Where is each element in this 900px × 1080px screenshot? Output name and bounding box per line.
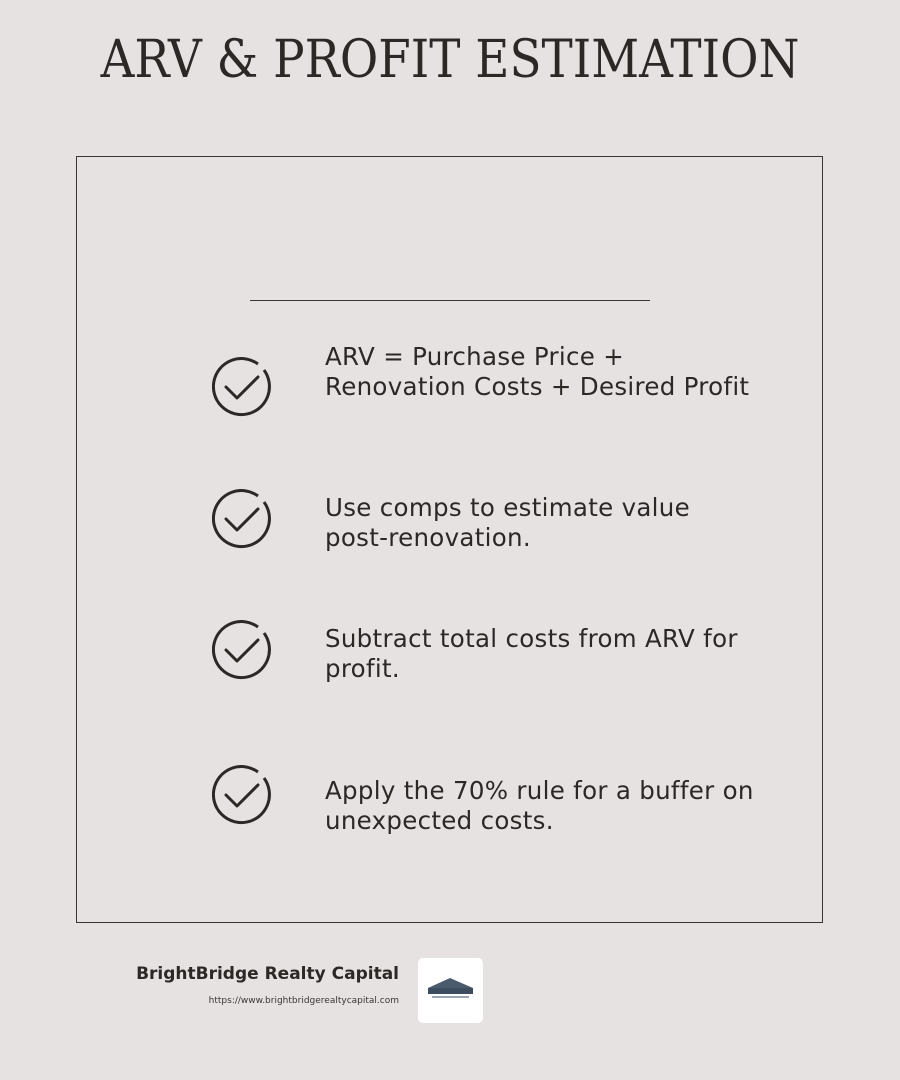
item-text: Subtract total costs from ARV for profit. — [325, 624, 738, 683]
brand-name: BrightBridge Realty Capital — [136, 964, 399, 984]
brand-logo — [418, 958, 483, 1023]
brand-url[interactable]: https://www.brightbridgerealtycapital.com — [208, 996, 399, 1006]
page-title: ARV & PROFIT ESTIMATION — [100, 30, 800, 90]
divider — [250, 300, 650, 301]
check-circle-icon — [212, 619, 274, 681]
item-text: Apply the 70% rule for a buffer on unexpected costs. — [325, 776, 754, 835]
item-text: ARV = Purchase Price + Renovation Costs + Desired Profit — [325, 342, 750, 401]
check-circle-icon — [212, 764, 274, 826]
item-text: Use comps to estimate value post-renovation. — [325, 493, 690, 552]
check-circle-icon — [212, 356, 274, 418]
bridge-logo-icon — [418, 958, 483, 1023]
check-circle-icon — [212, 488, 274, 550]
